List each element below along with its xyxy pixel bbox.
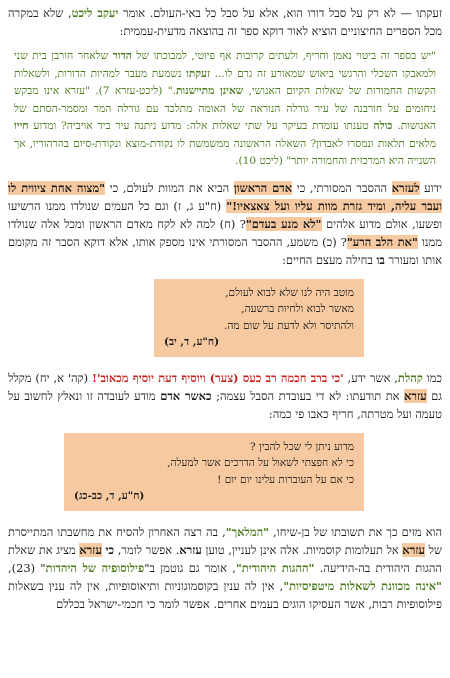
text-run: הביא את המוות לעולם, כי — [105, 180, 234, 195]
text-run: ? (כ) משמע, ההסבר המסורתי אינו מספק אותו, אלא דוקא הסבר זה מקומם אותו ומעורר — [8, 234, 442, 267]
highlight-quote: "לא מנע בעדם" — [245, 216, 322, 231]
highlight-quote: "מצוה אחת ציווית לו ועבר עליה, ומיד גזרת מוות עליו ועל צאצאיו!" — [8, 180, 442, 213]
text-run: כמו — [422, 370, 442, 385]
text-run: מציג את שאלת ההגות היהודית בה-הידיעה. — [8, 542, 442, 575]
text-run: ? (ח) למה לא לקח מאדם הראשון ומכל אלה שנולדו ממנו — [8, 216, 442, 249]
highlight-ezra: עזרא — [79, 542, 102, 557]
author-name: יעקב ליכט — [71, 6, 119, 20]
text-run: (קה' א, יח) מקלל גם — [8, 370, 442, 403]
bold-term: הדור — [112, 50, 132, 62]
text-run: , שלא במקרה מכל הספרים החיצוניים הוציא לאור דוקא ספר זה בהוצאה מדעית-עממית: — [8, 6, 442, 38]
text-run: (ח"ע ג, ז) וגם כל העמים שנולדו ממנו הרשיעו ופשעו, אולם מדוע אלהים — [8, 198, 442, 231]
poem-line: מאשר לבוא ולחיות ברשעה, — [241, 303, 354, 315]
text-run: בחילה מעצם החיים: — [282, 252, 377, 267]
text-run: טענתו עומדת בעיקר על שתי שאלות אלה: מדוע ניתנה עיר ביד אויביה? ומדוע — [28, 120, 374, 132]
text-run: לא די בעובדת הסבל עצמה; — [211, 388, 342, 403]
text-run: , אשר ידע, — [343, 370, 398, 385]
text-run: הוא מזים כך את תשובתו של בן-שיחו, — [269, 524, 442, 539]
text-run: , בה רצה האחרון להסיח את מחשבתו המתייסרת של — [8, 524, 442, 557]
text-run: " (23), — [8, 560, 46, 575]
poem-line: ולהתיסר ולא לדעת על שום מה. — [224, 319, 354, 332]
ezra-tradition-paragraph — [8, 179, 442, 269]
highlight-adam: אדם הראשון — [233, 180, 293, 195]
green-term: פילוסופיה של היהדות — [45, 560, 145, 575]
poem-quote-box — [154, 279, 364, 357]
red-quote: 'כי ברב חכמה רב כעס (צער) ויוסיף דעת יוסיף מכאוב'! — [91, 370, 344, 385]
jewish-thought-paragraph — [8, 523, 442, 613]
text-run: . אפשר לומר, — [114, 542, 180, 557]
green-quote-block — [8, 48, 442, 171]
bold-term: כאשר אדם — [160, 388, 212, 403]
bold-term: שאינן מתיישנות — [175, 85, 244, 97]
highlight-quote: "את הלב הרע" — [346, 234, 418, 249]
text-run: ההסבר המסורתי, כי — [292, 180, 392, 195]
text-run: נשמעת מעבר למהיות הדורות, ולשאלות הקשות החמורות של שאלות הקיום האנושי, — [14, 67, 436, 97]
text-run: ." (ליכט-עזרא 7). "עזרא אינו מבקש ניחומים על חורבנה של עיר גורלה הנוראה של האומה מתלכד עם גורלה המר ומסמר-הסתם של האנושות. — [14, 85, 436, 132]
text-run: אל תעלומות קוסמיות. אלה אינן לעניין, טוען — [201, 542, 403, 557]
kohelet-name: קהלת — [397, 370, 423, 385]
poem-line: כי לא חפצתי לשאול על הדרכים אשר למעלה, — [167, 457, 354, 469]
intro-paragraph — [8, 4, 442, 40]
quote-source: (ח"ע, ד, יב) — [164, 336, 220, 348]
bold-term: בו — [376, 252, 385, 267]
bold-term: כולה — [373, 120, 393, 132]
bold-term: חייו — [14, 120, 29, 132]
green-term: "המלאך" — [225, 524, 270, 539]
text-run: שלאחר חורבן בית שני ולמאבקו השכלי והרגשי ביאוש שמאורע זה גרם לו... — [14, 50, 436, 80]
green-term: "אינה מכוונת לשאלות מיטפיסיות" — [283, 578, 442, 593]
text-run: מלאים תלאות ונמסרו לאבדון? השאלה הראשונה ממשמשת לו נקודת-מוצא ונקודת-סיום בהרהוריו, אך השנייה היא המרכזית והחמורה יותר" (ליכט 10). — [14, 137, 436, 167]
bold-term: זעקתו — [186, 67, 210, 80]
text-run: מודע לעובדה זו ונאלץ לחשוב על טעמה ועל מטרתה, חריף כאבו פי כמה: — [8, 388, 442, 421]
highlight-ezra: עזרא — [402, 542, 425, 557]
text-run: "יש בספר זה ביטוי נאמן וחריף, ולעתים קרובות אף פיוטי, למבוכתו של — [131, 50, 436, 62]
poem-line: מוטב היה לנו שלא לבוא לעולם, — [225, 286, 354, 299]
highlight-ezra: עזרא — [404, 388, 427, 403]
highlight-ezra: לעזרא — [391, 180, 420, 195]
poem-quote-box — [64, 433, 364, 511]
text-run: זעקתו — לא רק על סבל דורו הוא, אלא על סבל כל באי-העולם. אומר — [118, 6, 443, 20]
bold-term: עזרא — [179, 542, 202, 557]
text-run: ידוע — [419, 180, 443, 195]
poem-line: כי אם על העוברות עלינו יום יום ! — [217, 473, 354, 486]
text-run: את תודעתו: — [341, 388, 405, 403]
poem-line: מדוע ניתן לי שכל להבין ? — [249, 440, 354, 453]
quote-source: (ח"ע, ד, כב-כג) — [74, 490, 145, 502]
text-run: , אין לה ענין בקוסמוגוניות ותיאוסופיות, אין לה ענין בשאלות פילוסופיות רבות, אשר העסיקו הוגים בעמים אחרים. אפשר לומר כי חכמי-ישראל בכללם — [8, 578, 442, 611]
bold-term: כי — [105, 542, 115, 557]
text-run: , אומר גם גוטמן ב" — [144, 560, 236, 575]
kohelet-paragraph — [8, 369, 442, 423]
green-term: "ההגות היהודית" — [235, 560, 315, 575]
